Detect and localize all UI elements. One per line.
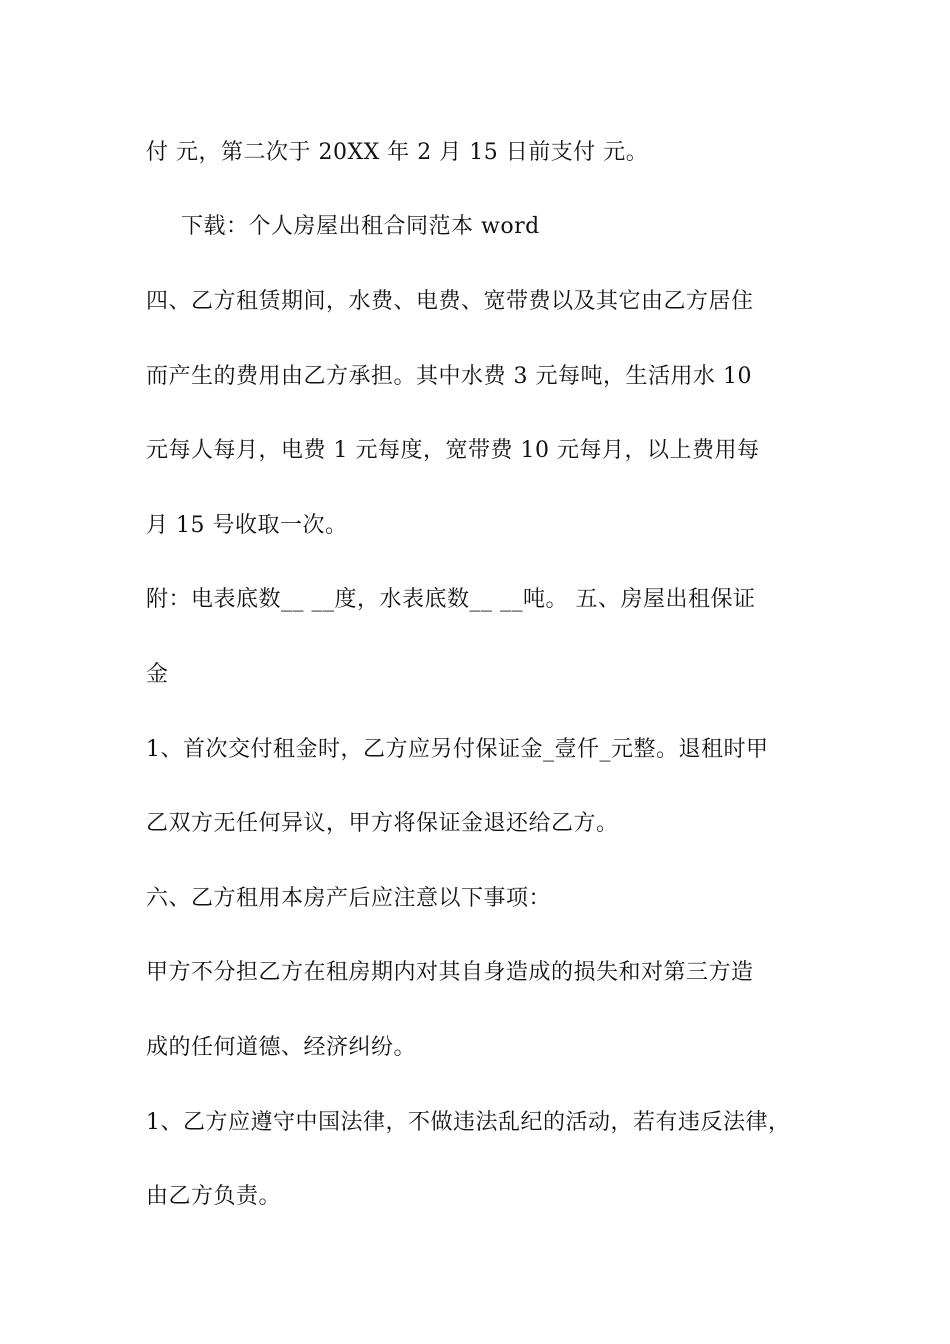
- text-line-12: 甲方不分担乙方在租房期内对其自身造成的损失和对第三方造: [146, 960, 754, 985]
- text-line-5: 元每人每月，电费 1 元每度，宽带费 10 元每月，以上费用每: [146, 438, 760, 463]
- text-line-3: 四、乙方租赁期间，水费、电费、宽带费以及其它由乙方居住: [146, 289, 754, 314]
- text-line-1: 付 元，第二次于 20XX 年 2 月 15 日前支付 元。: [146, 140, 649, 165]
- text-line-9: 1、首次交付租金时，乙方应另付保证金_壹仟_元整。退租时甲: [146, 737, 769, 762]
- text-line-11: 六、乙方租用本房产后应注意以下事项：: [146, 886, 552, 911]
- text-line-14: 1、乙方应遵守中国法律，不做违法乱纪的活动，若有违反法律，: [146, 1110, 791, 1135]
- text-line-10: 乙双方无任何异议，甲方将保证金退还给乙方。: [146, 811, 619, 836]
- text-line-7: 附：电表底数__ __度，水表底数__ __吨。 五、房屋出租保证: [146, 587, 756, 612]
- text-line-13: 成的任何道德、经济纠纷。: [146, 1035, 417, 1060]
- text-line-4: 而产生的费用由乙方承担。其中水费 3 元每吨，生活用水 10: [146, 364, 752, 389]
- download-line: 下载：个人房屋出租合同范本 word: [181, 214, 540, 239]
- text-line-6: 月 15 号收取一次。: [146, 513, 348, 538]
- text-line-15: 由乙方负责。: [146, 1184, 282, 1209]
- text-line-8: 金: [146, 662, 169, 687]
